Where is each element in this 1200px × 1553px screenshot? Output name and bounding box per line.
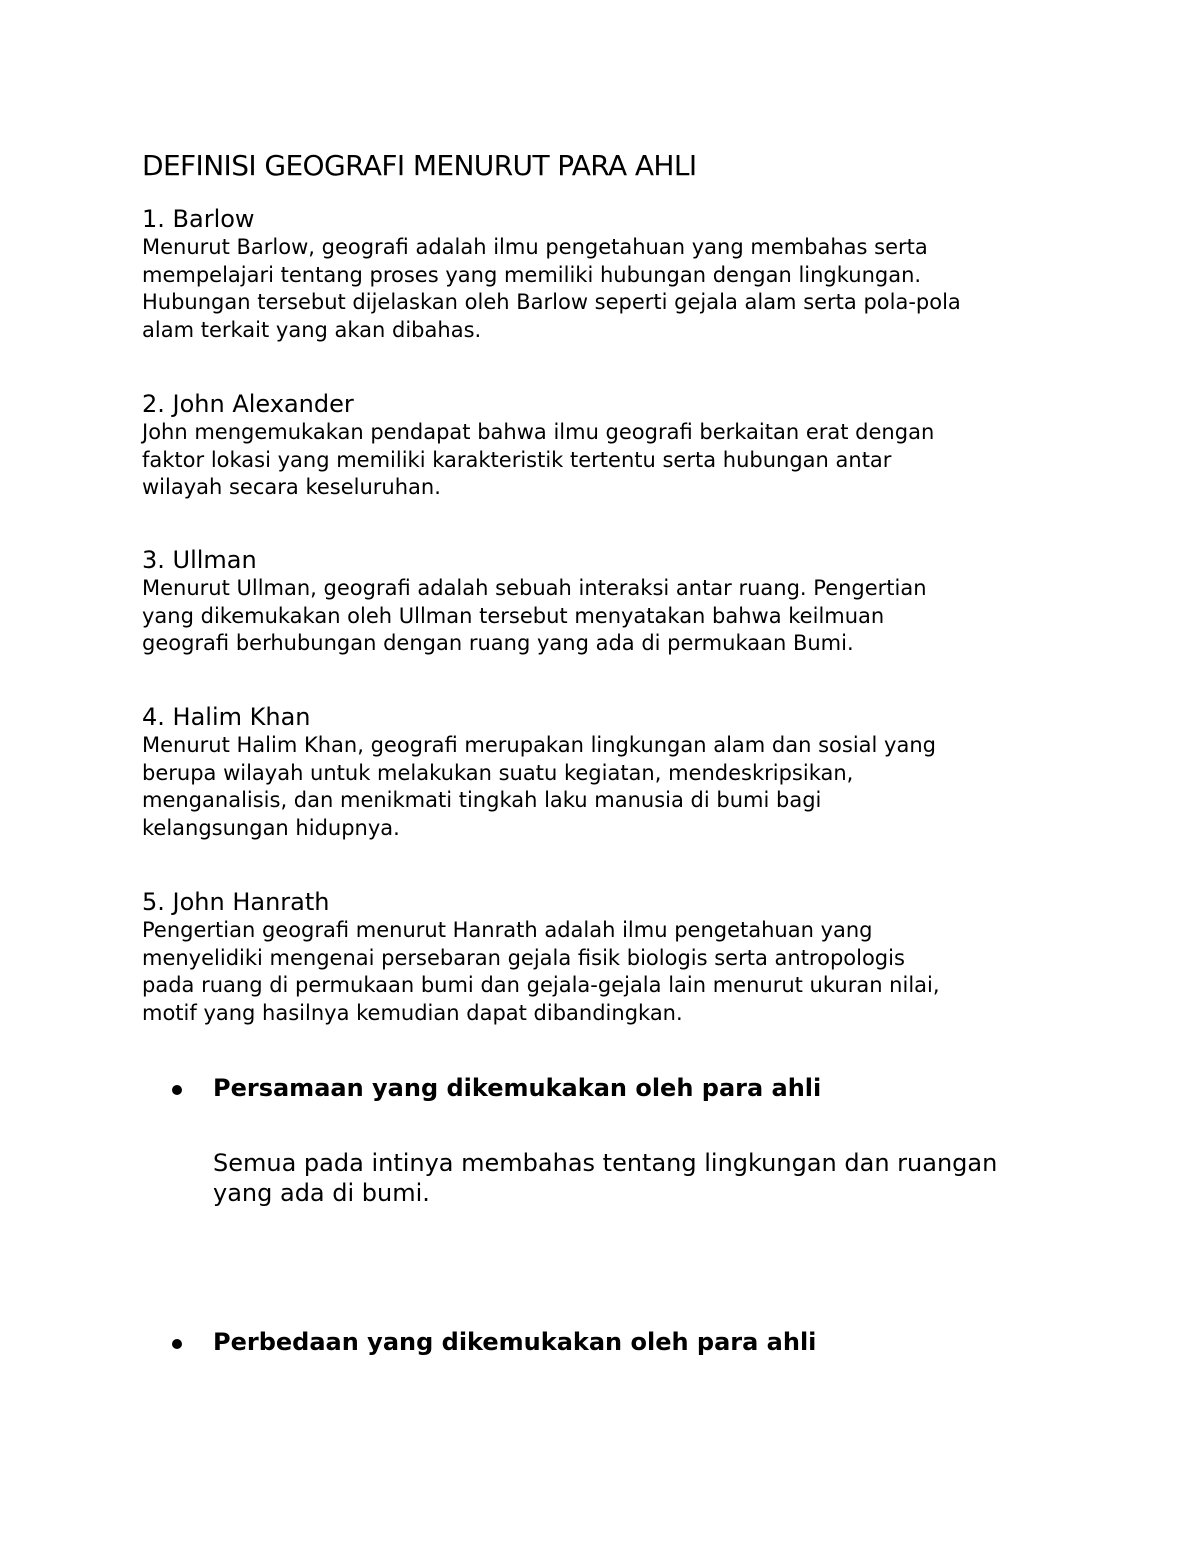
bullet-heading: Persamaan yang dikemukakan oleh para ahli bbox=[213, 1074, 822, 1102]
section-barlow bbox=[142, 204, 1102, 344]
body-line: John mengemukakan pendapat bahwa ilmu geografi berkaitan erat dengan bbox=[142, 420, 935, 444]
section-heading: 1. Barlow bbox=[142, 205, 255, 233]
body-line: menganalisis, dan menikmati tingkah laku manusia di bumi bagi bbox=[142, 788, 822, 813]
section-body bbox=[142, 575, 1102, 658]
bullet-icon bbox=[172, 1085, 182, 1095]
body-line: Menurut Ullman, geografi adalah sebuah interaksi antar ruang. Pengertian bbox=[142, 576, 927, 600]
body-line: Pengertian geografi menurut Hanrath adalah ilmu pengetahuan yang bbox=[142, 918, 873, 942]
body-line: Menurut Barlow, geografi adalah ilmu pengetahuan yang membahas serta bbox=[142, 235, 928, 259]
body-line: pada ruang di permukaan bumi dan gejala-gejala lain menurut ukuran nilai, bbox=[142, 973, 940, 998]
body-line: Semua pada intinya membahas tentang lingkungan dan ruangan bbox=[213, 1149, 998, 1177]
body-line: kelangsungan hidupnya. bbox=[142, 815, 400, 840]
bullet-body bbox=[213, 1148, 1093, 1208]
section-ullman bbox=[142, 545, 1102, 658]
body-line: motif yang hasilnya kemudian dapat dibandingkan. bbox=[142, 1000, 683, 1025]
body-line: berupa wilayah untuk melakukan suatu kegiatan, mendeskripsikan, bbox=[142, 760, 854, 785]
body-line: mempelajari tentang proses yang memiliki hubungan dengan lingkungan. bbox=[142, 262, 922, 287]
body-line: menyelidiki mengenai persebaran gejala fisik biologis serta antropologis bbox=[142, 945, 905, 970]
body-line: yang dikemukakan oleh Ullman tersebut menyatakan bahwa keilmuan bbox=[142, 603, 885, 628]
body-line: wilayah secara keseluruhan. bbox=[142, 475, 441, 500]
body-line: yang ada di bumi. bbox=[213, 1179, 430, 1207]
document-title: DEFINISI GEOGRAFI MENURUT PARA AHLI bbox=[142, 149, 697, 182]
section-heading: 2. John Alexander bbox=[142, 390, 354, 418]
section-body bbox=[142, 234, 1102, 344]
section-body bbox=[142, 917, 1102, 1027]
body-line: geografi berhubungan dengan ruang yang ada di permukaan Bumi. bbox=[142, 631, 854, 656]
section-john-hanrath bbox=[142, 887, 1102, 1027]
bullet-heading: Perbedaan yang dikemukakan oleh para ahli bbox=[213, 1328, 817, 1356]
bullet-icon bbox=[172, 1339, 182, 1349]
section-halim-khan bbox=[142, 702, 1102, 842]
section-body bbox=[142, 419, 1102, 502]
section-heading: 4. Halim Khan bbox=[142, 703, 311, 731]
section-heading: 3. Ullman bbox=[142, 546, 257, 574]
body-line: Menurut Halim Khan, geografi merupakan lingkungan alam dan sosial yang bbox=[142, 733, 936, 757]
body-line: alam terkait yang akan dibahas. bbox=[142, 317, 482, 342]
section-body bbox=[142, 732, 1102, 842]
section-john-alexander bbox=[142, 389, 1102, 502]
body-line: Hubungan tersebut dijelaskan oleh Barlow seperti gejala alam serta pola-pola bbox=[142, 290, 961, 315]
section-heading: 5. John Hanrath bbox=[142, 888, 330, 916]
body-line: faktor lokasi yang memiliki karakteristik tertentu serta hubungan antar bbox=[142, 447, 892, 472]
